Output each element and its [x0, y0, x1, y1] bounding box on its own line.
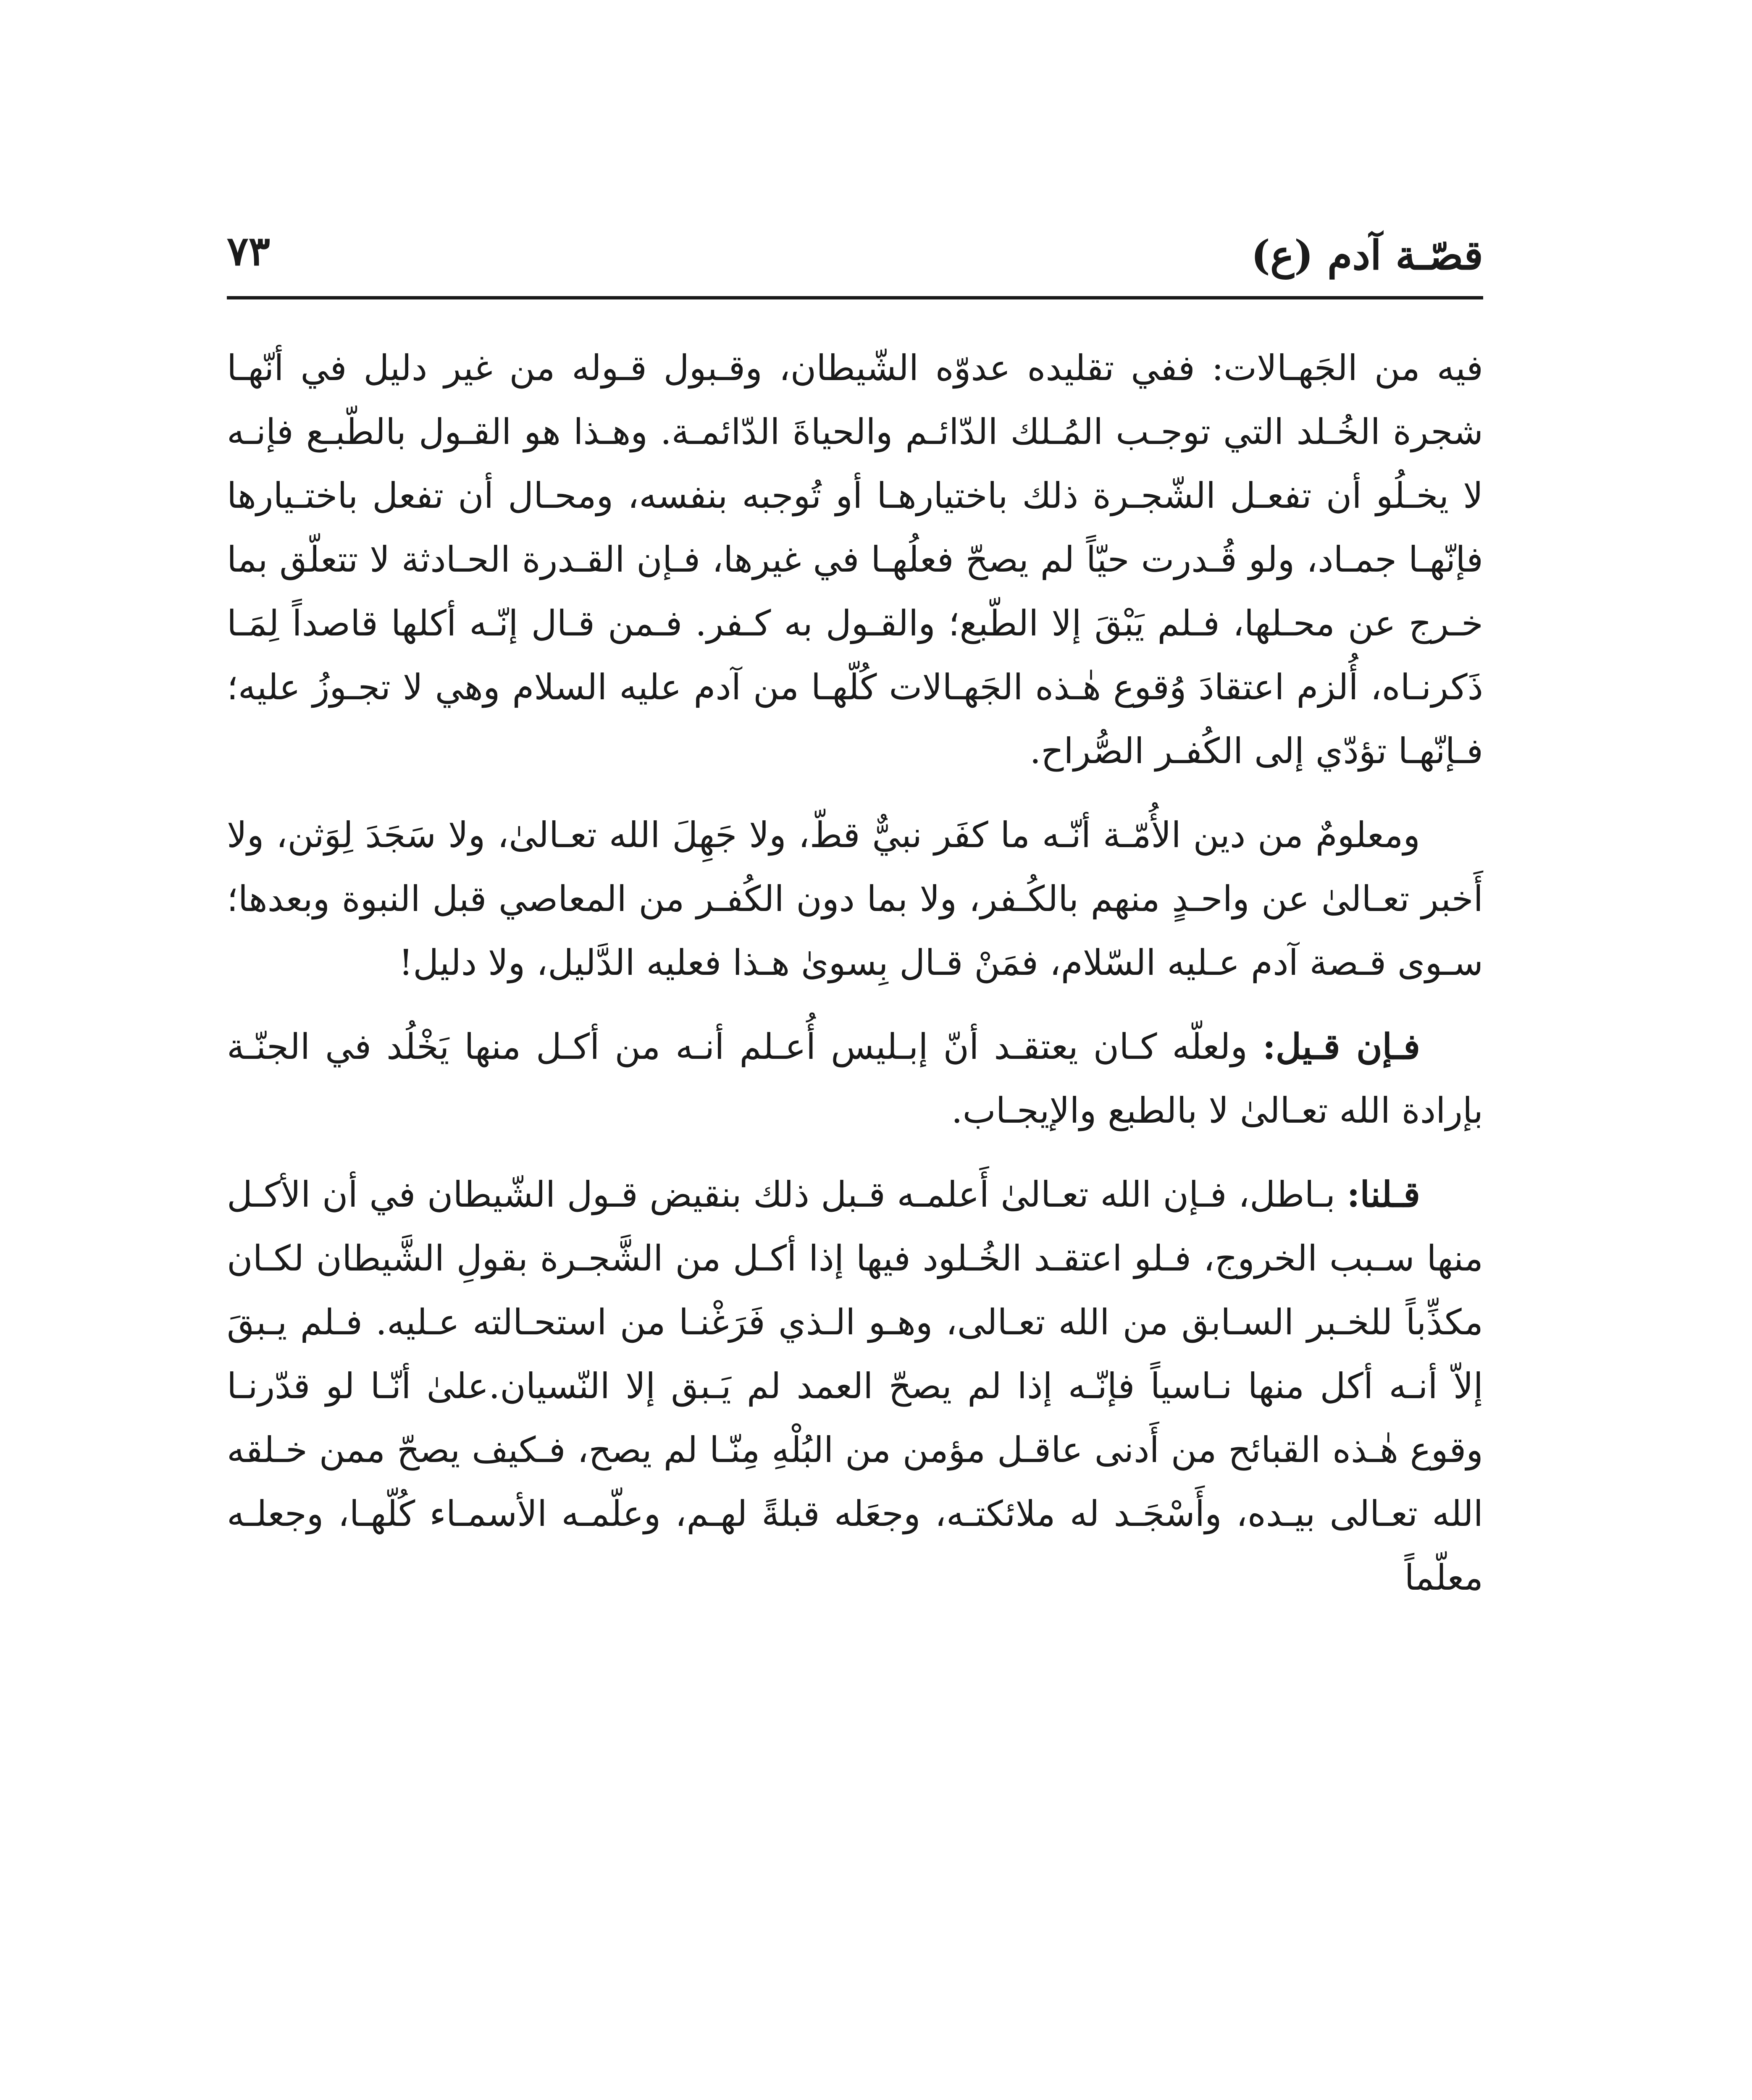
paragraph-3	[227, 1015, 1483, 1142]
page-number: ٧٣	[227, 227, 271, 275]
page-header	[227, 218, 1483, 286]
paragraph-3-lead: فـإن قـيل:	[1262, 1026, 1420, 1067]
paragraph-4	[227, 1163, 1483, 1609]
running-title: قصّـة آدم (ع)	[1251, 231, 1483, 279]
header-divider	[227, 296, 1483, 299]
paragraph-2: ومعلومٌ من دين الأُمّـة أنّـه ما كفَر نبيٌّ قطّ، ولا جَهِلَ الله تعـالىٰ، ولا سَجَدَ لِوَثن، ولا أَخبر تعـالىٰ عن واحـدٍ منهم بالكُـفر، ولا بما دون الكُفـر من المعاصي قبل النبوة وبعدها؛ سـوى قـصة آدم عـليه السّلام، فمَنْ قـال بِسوىٰ هـذا فعليه الدَّليل، ولا دليل!	[227, 814, 1483, 983]
paragraph-3-text: ولعلّه كـان يعتقـد أنّ إبـليس أُعـلم أنـه من أكـل منها يَخْلُد في الجنّـة بإرادة الله تعـالىٰ لا بالطبع والإيجـاب.	[227, 1026, 1483, 1131]
main-text	[227, 336, 1483, 1630]
paragraph-4-text: بـاطل، فـإن الله تعـالىٰ أَعلمـه قـبل ذلك بنقيض قـول الشّيطان في أن الأكـل منها سـبب الخروج، فـلو اعتقـد الخُـلود فيها إذا أكـل من الشَّجـرة بقولِ الشَّيطان لكـان مكذِّباً للخـبر السـابق من الله تعـالى، وهـو الـذي فَرَغْنـا من استحـالته عـليه. فـلم يـبقَ إلاّ أنـه أكل منها نـاسياً فإنّـه إذا لم يصحّ العمد لم يَـبق إلا النّسيان.علىٰ أنّـا لو قدّرنـا وقوع هٰـذه القبائح من أَدنى عاقـل مؤمن من البُلْهِ مِنّـا لم يصح، فـكيف يصحّ ممن خـلقه الله تعـالى بيـده، وأَسْجَـد له ملائكتـه، وجعَله قبلةً لهـم، وعلّمـه الأسمـاء كُلّهـا، وجعلـه معلّماً	[227, 1174, 1483, 1598]
paragraph-1: فيه من الجَهـالات: ففي تقليده عدوّه الشّيطان، وقـبول قـوله من غير دليل في أنّهـا شجرة الخُـلد التي توجـب المُـلك الدّائـم والحياةَ الدّائمـة. وهـذا هو القـول بالطّبـع فإنـه لا يخـلُو أن تفعـل الشّجـرة ذلك باختيارهـا أو تُوجبه بنفسه، ومحـال أن تفعل باختـيارها فإنّهـا جمـاد، ولو قُـدرت حيّاً لم يصحّ فعلُهـا في غيرها، فـإن القـدرة الحـادثة لا تتعلّق بما خـرج عن محـلها، فـلم يَبْقَ إلا الطّبع؛ والقـول به كـفر. فـمن قـال إنّـه أكلها قاصداً لِمَـا ذَكرنـاه، أُلزم اعتقادَ وُقوع هٰـذه الجَهـالات كُلّهـا من آدم عليه السلام وهي لا تجـوزُ عليه؛ فـإنّهـا تؤدّي إلى الكُفـر الصُّراح.	[227, 347, 1483, 772]
paragraph-4-lead: قـلنا:	[1347, 1173, 1420, 1215]
